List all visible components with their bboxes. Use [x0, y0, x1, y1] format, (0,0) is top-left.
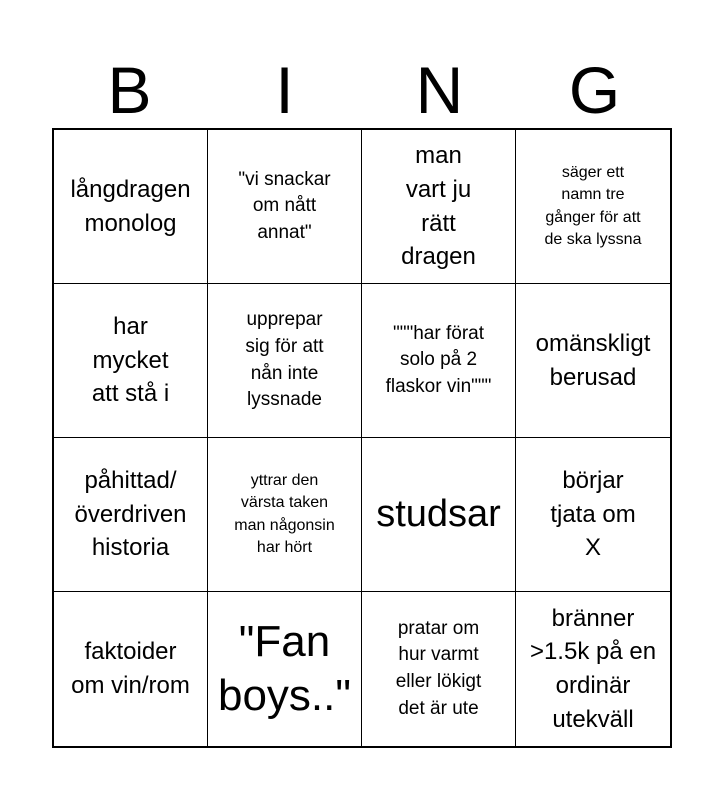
header-letter-i: I — [275, 53, 294, 127]
cell-text: yttrar den värsta taken man någonsin har hört — [234, 472, 335, 556]
cell-text: studsar — [376, 492, 501, 535]
header-letter-b: B — [107, 53, 152, 127]
cell-text: man vart ju rätt dragen — [401, 142, 476, 271]
bingo-cell[interactable] — [516, 592, 670, 746]
bingo-cell[interactable] — [54, 130, 208, 284]
bingo-cell[interactable] — [208, 592, 362, 746]
bingo-cell[interactable] — [516, 130, 670, 284]
cell-text: "vi snackar om nått annat" — [238, 168, 331, 243]
header-letter-g: G — [568, 53, 621, 127]
bingo-cell[interactable] — [54, 592, 208, 746]
bingo-cell[interactable] — [362, 130, 516, 284]
cell-text: säger ett namn tre gånger för att de ska lyssna — [544, 164, 642, 248]
cell-text: "Fan boys.." — [217, 617, 351, 720]
bingo-cell[interactable] — [362, 284, 516, 438]
bingo-cell[interactable] — [54, 438, 208, 592]
cell-text: faktoider om vin/rom — [71, 638, 190, 699]
cell-text: bränner >1.5k på en ordinär utekväll — [529, 604, 657, 733]
bingo-cell[interactable] — [516, 438, 670, 592]
header-letter-n: N — [415, 53, 464, 127]
cell-text: upprepar sig för att nån inte lyssnade — [245, 309, 324, 411]
bingo-cell[interactable] — [362, 438, 516, 592]
bingo-header — [52, 52, 672, 128]
cell-text: omänskligt berusad — [535, 329, 651, 391]
bingo-cell[interactable] — [516, 284, 670, 438]
bingo-board — [52, 128, 672, 748]
bingo-cell[interactable] — [208, 284, 362, 438]
cell-text: långdragen monolog — [70, 175, 191, 237]
cell-text: har mycket att stå i — [91, 313, 170, 408]
cell-text: pratar om hur varmt eller lökigt det är ute — [395, 617, 482, 719]
bingo-cell[interactable] — [54, 284, 208, 438]
cell-text: """har förat solo på 2 flaskor vin""" — [385, 322, 492, 397]
bingo-cell[interactable] — [362, 592, 516, 746]
bingo-cell[interactable] — [208, 438, 362, 592]
bingo-cell[interactable] — [208, 130, 362, 284]
cell-text: påhittad/ överdriven historia — [74, 467, 187, 562]
cell-text: börjar tjata om X — [550, 467, 636, 562]
